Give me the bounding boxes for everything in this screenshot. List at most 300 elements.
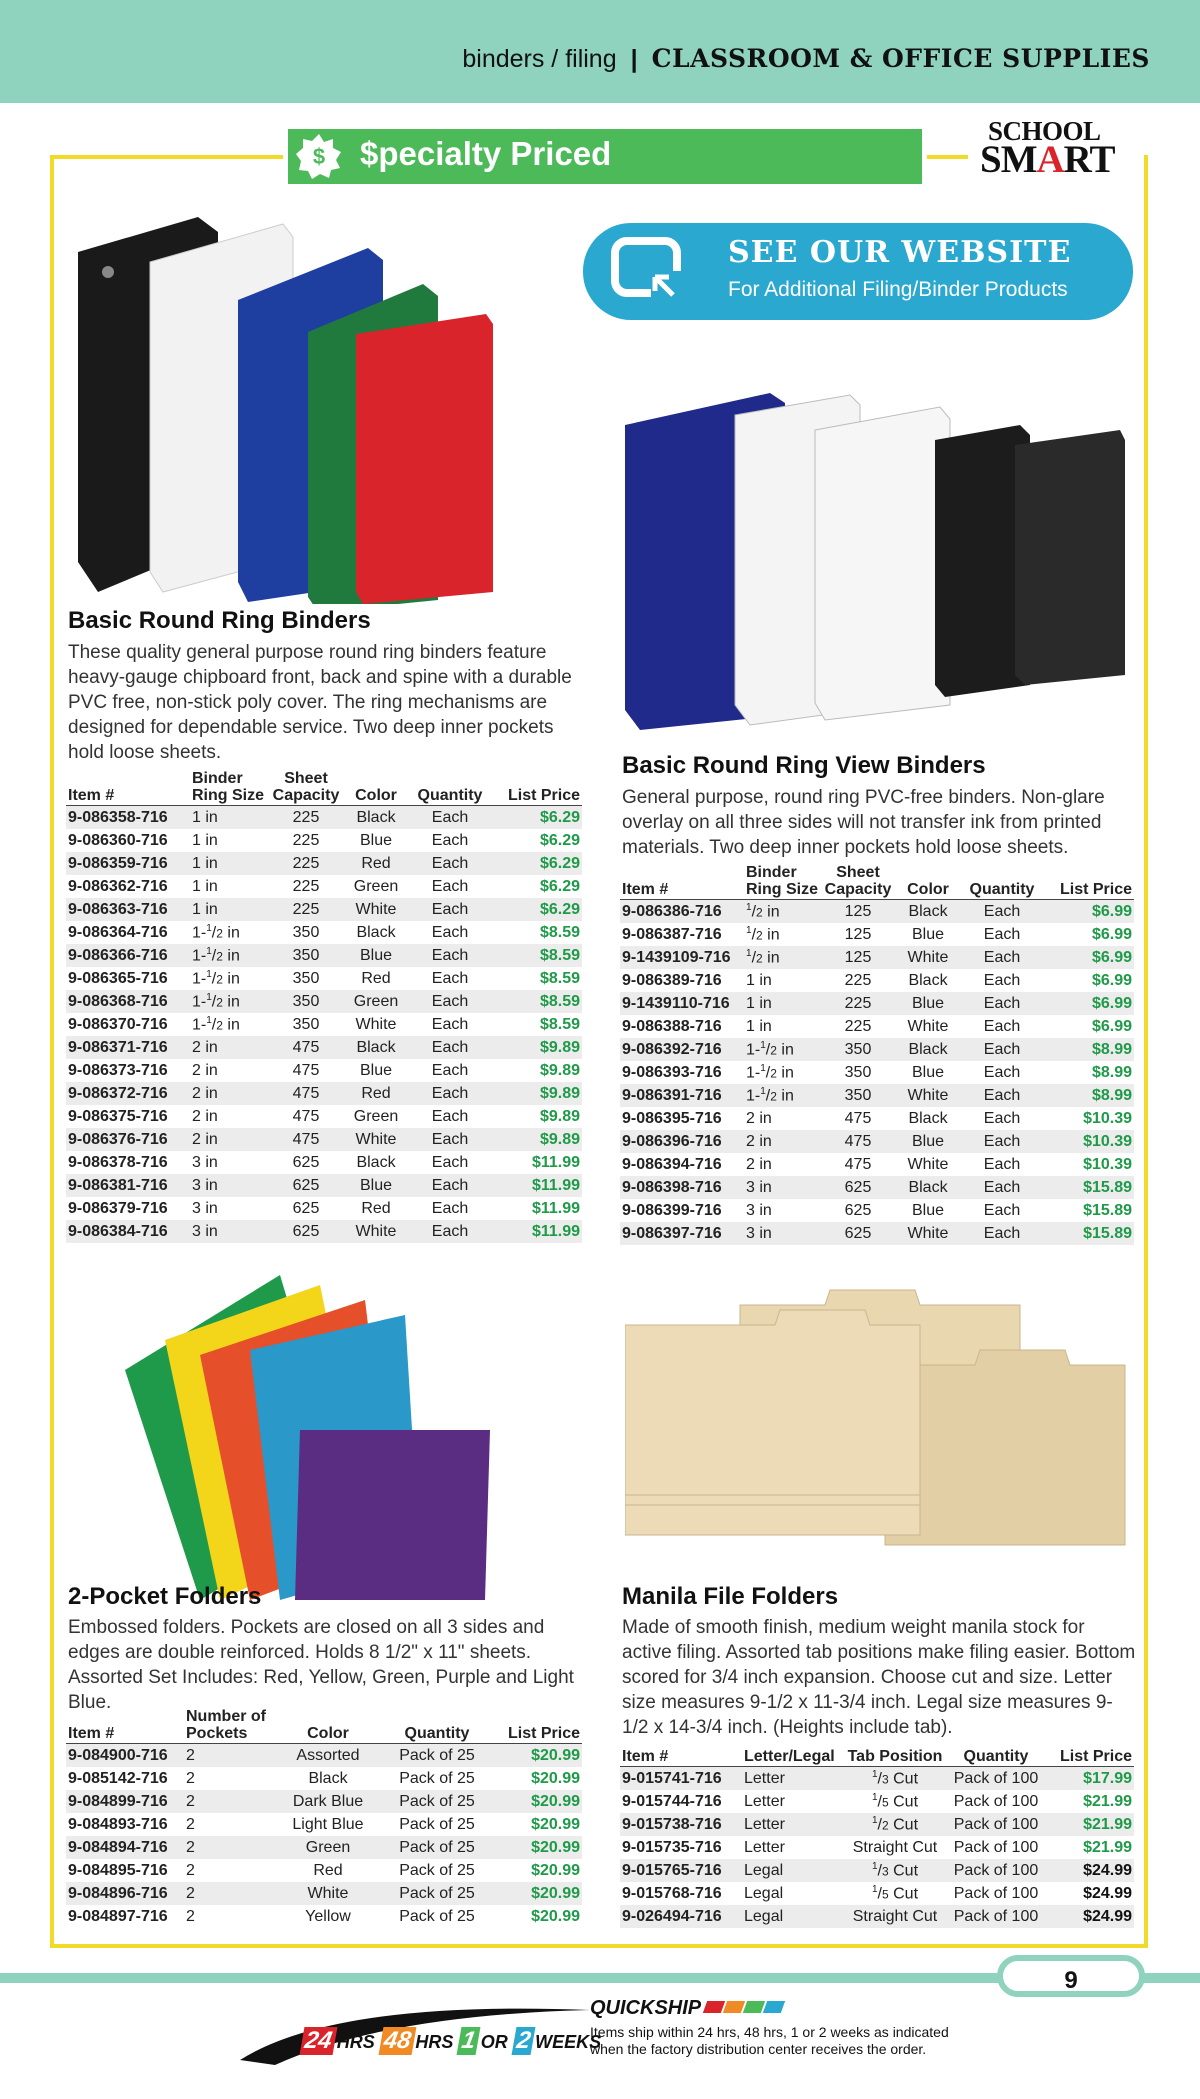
table-cell: Black	[894, 1176, 962, 1199]
table-cell: Each	[962, 900, 1042, 924]
table-cell: White	[342, 1128, 410, 1151]
table-row	[620, 1130, 1134, 1153]
list-price: $6.99	[1091, 971, 1132, 989]
price-badge-symbol: $	[312, 144, 326, 169]
list-price: $21.99	[1083, 1792, 1132, 1810]
col-header-letter-legal: Letter/Legal	[742, 1748, 842, 1767]
table-cell: Each	[983, 1155, 1021, 1173]
table-row	[66, 944, 582, 967]
table-cell: 1-$^1$/2 in	[192, 968, 240, 988]
col-header-item: Item #	[66, 1708, 184, 1744]
website-subtitle: For Additional Filing/Binder Products	[728, 278, 1068, 301]
table-cell: 625	[292, 1199, 320, 1217]
table-cell: 1-$^1$/2 in	[192, 922, 240, 942]
list-price: $6.99	[1042, 992, 1134, 1015]
list-price: $8.59	[539, 1015, 580, 1033]
table-row	[620, 1882, 1134, 1905]
list-price: $21.99	[1083, 1838, 1132, 1856]
table-cell: Green	[353, 1107, 399, 1125]
table-cell: 2	[186, 1907, 195, 1925]
table-cell: 1 in	[190, 852, 270, 875]
table-cell: 3 in	[190, 1174, 270, 1197]
col-header-item: Item #	[620, 864, 744, 900]
table-row	[66, 806, 582, 830]
view-binders-title: Basic Round Ring View Binders	[622, 752, 986, 779]
table-cell: Blue	[342, 944, 410, 967]
table-row	[620, 1790, 1134, 1813]
item-number: 9-086393-716	[622, 1063, 722, 1081]
list-price: $10.39	[1042, 1130, 1134, 1153]
quickship-time-unit: OR	[480, 2032, 508, 2052]
col-header-tab-position: Tab Position	[842, 1748, 948, 1767]
quickship-description	[590, 2024, 949, 2058]
table-cell: White	[894, 1084, 962, 1107]
item-number: 9-015741-716	[620, 1767, 742, 1791]
table-cell: 475	[844, 1155, 872, 1173]
table-row	[620, 1813, 1134, 1836]
logo-line2: SMART	[980, 138, 1115, 181]
table-cell: 350	[270, 990, 342, 1013]
table-cell: 125	[822, 900, 894, 924]
table-row	[66, 1082, 582, 1105]
quickship-time-number: 1	[457, 2027, 481, 2055]
table-row	[66, 1105, 582, 1128]
quickship-color-bars	[705, 2000, 785, 2018]
list-price: $15.89	[1042, 1222, 1134, 1245]
item-number: 9-085142-716	[68, 1769, 168, 1787]
table-cell: 2	[184, 1790, 272, 1813]
item-number: 9-084894-716	[66, 1836, 184, 1859]
item-number: 9-086397-716	[620, 1222, 744, 1245]
list-price: $6.29	[490, 898, 582, 921]
list-price: $8.59	[490, 990, 582, 1013]
table-row	[620, 1153, 1134, 1176]
table-cell: Each	[962, 946, 1042, 969]
table-cell: Pack of 25	[384, 1836, 490, 1859]
list-price: $6.99	[1091, 925, 1132, 943]
table-row	[620, 1084, 1134, 1107]
table-cell: 3 in	[190, 1220, 270, 1243]
col-header-ring-size: Binder Ring Size	[744, 864, 822, 900]
table-cell: 350	[292, 969, 320, 987]
table-cell: 2	[184, 1836, 272, 1859]
table-cell: Letter	[744, 1792, 785, 1810]
list-price: $8.99	[1042, 1084, 1134, 1107]
item-number: 9-1439109-716	[620, 946, 744, 969]
table-row	[620, 1222, 1134, 1245]
item-number: 9-086364-716	[68, 923, 168, 941]
table-cell: Each	[410, 1128, 490, 1151]
list-price: $11.99	[531, 1199, 580, 1217]
table-cell: Pack of 100	[948, 1767, 1044, 1791]
table-row	[66, 1174, 582, 1197]
list-price: $9.89	[539, 1061, 580, 1079]
col-header-capacity: Sheet Capacity	[822, 864, 894, 900]
table-cell: 1 in	[192, 877, 218, 895]
item-number: 9-015738-716	[620, 1813, 742, 1836]
header-category: CLASSROOM & OFFICE SUPPLIES	[651, 44, 1150, 73]
quickship-times	[302, 2027, 607, 2055]
table-cell: 225	[822, 992, 894, 1015]
table-row	[620, 1859, 1134, 1882]
list-price: $6.99	[1091, 1017, 1132, 1035]
col-header-quantity: Quantity	[410, 770, 490, 806]
page-number-tab	[997, 1955, 1145, 1997]
table-cell: 3 in	[744, 1222, 822, 1245]
item-number: 9-086381-716	[66, 1174, 190, 1197]
table-cell: Yellow	[305, 1907, 351, 1925]
header-separator: |	[630, 45, 638, 73]
list-price: $20.99	[490, 1790, 582, 1813]
table-cell: White	[272, 1882, 384, 1905]
list-price: $21.99	[1044, 1813, 1134, 1836]
table-cell: Each	[962, 1038, 1042, 1061]
table-cell: Each	[431, 1107, 469, 1125]
table-row	[66, 898, 582, 921]
table-row	[620, 1038, 1134, 1061]
item-number: 9-084896-716	[66, 1882, 184, 1905]
table-cell: Black	[894, 900, 962, 924]
table-cell: Black	[308, 1769, 348, 1787]
table-cell: 475	[822, 1130, 894, 1153]
table-cell: Each	[410, 990, 490, 1013]
list-price: $6.99	[1042, 946, 1134, 969]
table-cell: 475	[270, 1082, 342, 1105]
table-cell: Black	[908, 1109, 948, 1127]
item-number: 9-086375-716	[68, 1107, 168, 1125]
table-cell: Each	[983, 1201, 1021, 1219]
table-cell: Blue	[911, 925, 945, 943]
table-cell: Pack of 25	[384, 1790, 490, 1813]
table-cell: $^1$/2 in	[744, 900, 822, 924]
table-cell: Each	[410, 1036, 490, 1059]
list-price: $8.59	[539, 923, 580, 941]
col-header-item: Item #	[620, 1748, 742, 1767]
table-row	[620, 992, 1134, 1015]
col-header-capacity: Sheet Capacity	[270, 770, 342, 806]
table-cell: 3 in	[746, 1201, 772, 1219]
table-row	[66, 1128, 582, 1151]
table-cell: $^1$/5 Cut	[871, 1791, 919, 1811]
item-number: 9-084893-716	[68, 1815, 168, 1833]
table-cell: Blue	[359, 831, 393, 849]
list-price: $11.99	[490, 1220, 582, 1243]
item-number: 9-084900-716	[66, 1744, 184, 1768]
table-cell: Black	[356, 923, 396, 941]
table-cell: White	[907, 1017, 949, 1035]
table-cell: Each	[410, 1220, 490, 1243]
table-cell: Legal	[744, 1884, 784, 1902]
table-row	[620, 900, 1134, 924]
list-price: $20.99	[490, 1836, 582, 1859]
table-row	[66, 1151, 582, 1174]
table-cell: Each	[410, 944, 490, 967]
item-number: 9-086376-716	[66, 1128, 190, 1151]
table-cell: Each	[962, 1130, 1042, 1153]
table-cell: Pack of 100	[953, 1792, 1039, 1810]
col-header-quantity: Quantity	[962, 864, 1042, 900]
table-row	[66, 1744, 582, 1768]
table-cell: 475	[844, 1109, 872, 1127]
table-cell: Pack of 100	[953, 1838, 1039, 1856]
table-cell: Each	[431, 1015, 469, 1033]
table-cell: White	[355, 1015, 397, 1033]
table-row	[620, 923, 1134, 946]
item-number: 9-086395-716	[622, 1109, 722, 1127]
list-price: $15.89	[1083, 1201, 1132, 1219]
table-row	[620, 1836, 1134, 1859]
table-cell: Each	[410, 1174, 490, 1197]
table-cell: 2 in	[192, 1107, 218, 1125]
table-cell: 1-$^1$/2 in	[744, 1084, 822, 1107]
page-number: 9	[1064, 1967, 1078, 1994]
table-cell: Blue	[911, 1063, 945, 1081]
table-cell: Each	[431, 831, 469, 849]
table-cell: Light Blue	[292, 1815, 364, 1833]
table-cell: 625	[822, 1176, 894, 1199]
table-row	[66, 1813, 582, 1836]
table-cell: Pack of 25	[384, 1744, 490, 1768]
table-cell: Black	[356, 1153, 396, 1171]
pocket-folders-table	[66, 1708, 582, 1928]
website-title: SEE OUR WEBSITE	[728, 235, 1072, 270]
quickship-line1: Items ship within 24 hrs, 48 hrs, 1 or 2 weeks as indicated	[590, 2024, 949, 2040]
table-cell: Legal	[742, 1859, 842, 1882]
table-row	[620, 969, 1134, 992]
table-row	[66, 1013, 582, 1036]
list-price: $20.99	[490, 1882, 582, 1905]
table-cell: 625	[270, 1220, 342, 1243]
pocket-folders-image	[120, 1270, 500, 1605]
list-price: $20.99	[531, 1861, 580, 1879]
table-row	[620, 1905, 1134, 1928]
table-cell: Letter	[744, 1838, 785, 1856]
list-price: $8.99	[1042, 1038, 1134, 1061]
quickship-time-number: 48	[378, 2027, 416, 2055]
table-cell: Each	[410, 898, 490, 921]
item-number: 9-015735-716	[622, 1838, 722, 1856]
table-cell: 475	[292, 1061, 320, 1079]
table-cell: Each	[431, 1061, 469, 1079]
table-cell: 350	[822, 1084, 894, 1107]
table-cell: 1-$^1$/2 in	[744, 1038, 822, 1061]
table-cell: 3 in	[192, 1199, 218, 1217]
item-number: 9-084899-716	[66, 1790, 184, 1813]
table-row	[66, 1859, 582, 1882]
list-price: $24.99	[1044, 1859, 1134, 1882]
item-number: 9-086398-716	[620, 1176, 744, 1199]
col-header-color: Color	[272, 1708, 384, 1744]
manila-folders-image	[625, 1285, 1130, 1555]
table-row	[620, 1767, 1134, 1791]
item-number: 9-086373-716	[68, 1061, 168, 1079]
view-binders-table	[620, 864, 1134, 1245]
table-cell: 350	[292, 1015, 320, 1033]
table-cell: Each	[983, 1017, 1021, 1035]
item-number: 9-086392-716	[620, 1038, 744, 1061]
table-cell: Blue	[342, 1174, 410, 1197]
table-cell: 625	[844, 1201, 872, 1219]
table-cell: 2 in	[192, 1061, 218, 1079]
list-price: $15.89	[1042, 1176, 1134, 1199]
table-cell: 2 in	[190, 1128, 270, 1151]
table-cell: Red	[361, 969, 391, 987]
table-cell: 475	[270, 1128, 342, 1151]
item-number: 9-086394-716	[622, 1155, 722, 1173]
table-cell: Each	[410, 852, 490, 875]
list-price: $20.99	[490, 1744, 582, 1768]
header-bar	[0, 0, 1200, 103]
table-cell: 1-$^1$/2 in	[190, 990, 270, 1013]
table-cell: 225	[270, 806, 342, 830]
school-smart-logo	[968, 112, 1144, 181]
item-number: 9-1439110-716	[620, 992, 744, 1015]
table-cell: Pack of 100	[948, 1813, 1044, 1836]
table-cell: Green	[353, 877, 399, 895]
table-row	[620, 1176, 1134, 1199]
table-cell: 2	[184, 1882, 272, 1905]
col-header-ring-size: Binder Ring Size	[190, 770, 270, 806]
item-number: 9-086389-716	[622, 971, 722, 989]
item-number: 9-086370-716	[68, 1015, 168, 1033]
list-price: $20.99	[531, 1907, 580, 1925]
item-number: 9-086384-716	[66, 1220, 190, 1243]
website-callout[interactable]	[583, 223, 1133, 320]
item-number: 9-086359-716	[66, 852, 190, 875]
item-number: 9-086388-716	[622, 1017, 722, 1035]
manila-folders-table	[620, 1748, 1134, 1928]
table-cell: 2 in	[190, 1036, 270, 1059]
table-cell: 225	[844, 1017, 872, 1035]
basic-round-title: Basic Round Ring Binders	[68, 607, 371, 634]
table-cell: Black	[908, 971, 948, 989]
list-price: $9.89	[539, 1107, 580, 1125]
table-cell: $^1$/3 Cut	[842, 1767, 948, 1791]
list-price: $24.99	[1083, 1884, 1132, 1902]
table-cell: Each	[431, 1199, 469, 1217]
list-price: $20.99	[531, 1769, 580, 1787]
col-header-quantity: Quantity	[948, 1748, 1044, 1767]
table-row	[66, 921, 582, 944]
table-cell: 2 in	[744, 1130, 822, 1153]
item-number: 9-086358-716	[66, 806, 190, 830]
list-price: $6.29	[539, 831, 580, 849]
table-cell: Pack of 25	[399, 1861, 475, 1879]
table-cell: 2	[186, 1769, 195, 1787]
table-cell: 2	[186, 1861, 195, 1879]
item-number: 9-086378-716	[68, 1153, 168, 1171]
quickship-title: QUICKSHIP	[590, 1997, 702, 2019]
table-cell: Blue	[894, 1130, 962, 1153]
table-cell: 225	[292, 831, 320, 849]
list-price: $6.29	[490, 806, 582, 830]
table-row	[66, 1905, 582, 1928]
list-price: $6.29	[539, 877, 580, 895]
table-cell: Pack of 25	[399, 1769, 475, 1787]
table-row	[66, 1197, 582, 1220]
table-cell: 350	[822, 1038, 894, 1061]
table-row	[620, 1199, 1134, 1222]
col-header-quantity: Quantity	[384, 1708, 490, 1744]
table-cell: 2 in	[746, 1109, 772, 1127]
table-cell: 625	[270, 1174, 342, 1197]
item-number: 9-086396-716	[620, 1130, 744, 1153]
item-number: 9-086372-716	[66, 1082, 190, 1105]
table-cell: 625	[292, 1153, 320, 1171]
pocket-folders-description: Embossed folders. Pockets are closed on all 3 sides and edges are double reinforced. Holds 8 1/2" x 11" sheets. Assorted Set Includes: Red, Yellow, Green, Purple and Light Blue.	[68, 1617, 574, 1713]
table-cell: 1 in	[746, 971, 772, 989]
list-price: $8.99	[1091, 1063, 1132, 1081]
col-header-color: Color	[894, 864, 962, 900]
table-cell: 2 in	[746, 1155, 772, 1173]
list-price: $17.99	[1044, 1767, 1134, 1791]
table-cell: Each	[962, 1084, 1042, 1107]
table-cell: White	[907, 1155, 949, 1173]
item-number: 9-086387-716	[622, 925, 722, 943]
table-cell: Each	[431, 969, 469, 987]
table-cell: 1 in	[190, 898, 270, 921]
table-cell: 1-$^1$/2 in	[192, 1014, 240, 1034]
list-price: $6.29	[490, 852, 582, 875]
table-cell: Each	[410, 806, 490, 830]
list-price: $11.99	[531, 1153, 580, 1171]
logo-line1: SCHOOL	[988, 116, 1101, 146]
table-cell: Each	[410, 1082, 490, 1105]
table-cell: 350	[292, 923, 320, 941]
table-cell: 3 in	[192, 1153, 218, 1171]
table-row	[66, 1767, 582, 1790]
quickship-time-unit: HRS	[336, 2032, 375, 2052]
list-price: $9.89	[490, 1036, 582, 1059]
table-cell: Green	[342, 990, 410, 1013]
table-cell: Red	[342, 852, 410, 875]
table-cell: Green	[272, 1836, 384, 1859]
quickship-time-unit: WEEKS	[535, 2032, 602, 2052]
table-cell: Blue	[911, 1201, 945, 1219]
table-cell: 225	[270, 852, 342, 875]
table-cell: Blue	[894, 992, 962, 1015]
item-number: 9-084895-716	[68, 1861, 168, 1879]
basic-round-description: These quality general purpose round ring binders feature heavy-gauge chipboard front, back and spine with a durable PVC free, non-stick poly cover. The ring mechanisms are designed for dependable service. Two deep inner pockets hold loose sheets.	[68, 642, 572, 763]
table-cell: 1 in	[744, 992, 822, 1015]
table-row	[66, 852, 582, 875]
table-cell: Red	[361, 1199, 391, 1217]
table-cell: Pack of 100	[948, 1905, 1044, 1928]
table-cell: Red	[313, 1861, 343, 1879]
table-row	[66, 1059, 582, 1082]
table-cell: Black	[342, 1036, 410, 1059]
table-cell: White	[342, 898, 410, 921]
table-cell: 625	[822, 1222, 894, 1245]
item-number: 9-086366-716	[66, 944, 190, 967]
list-price: $8.59	[490, 944, 582, 967]
table-cell: 1 in	[192, 831, 218, 849]
item-number: 9-086399-716	[622, 1201, 722, 1219]
table-cell: Each	[431, 923, 469, 941]
item-number: 9-026494-716	[620, 1905, 742, 1928]
table-cell: 475	[270, 1036, 342, 1059]
table-cell: 225	[270, 898, 342, 921]
col-header-pockets: Number of Pockets	[184, 1708, 272, 1744]
item-number: 9-086362-716	[68, 877, 168, 895]
specialty-priced-label: $pecialty Priced	[360, 135, 612, 172]
list-price: $10.39	[1083, 1109, 1132, 1127]
table-cell: 225	[844, 971, 872, 989]
table-cell: 1 in	[190, 806, 270, 830]
item-number: 9-086391-716	[620, 1084, 744, 1107]
quickship-time-unit: HRS	[415, 2032, 454, 2052]
table-cell: Assorted	[272, 1744, 384, 1768]
